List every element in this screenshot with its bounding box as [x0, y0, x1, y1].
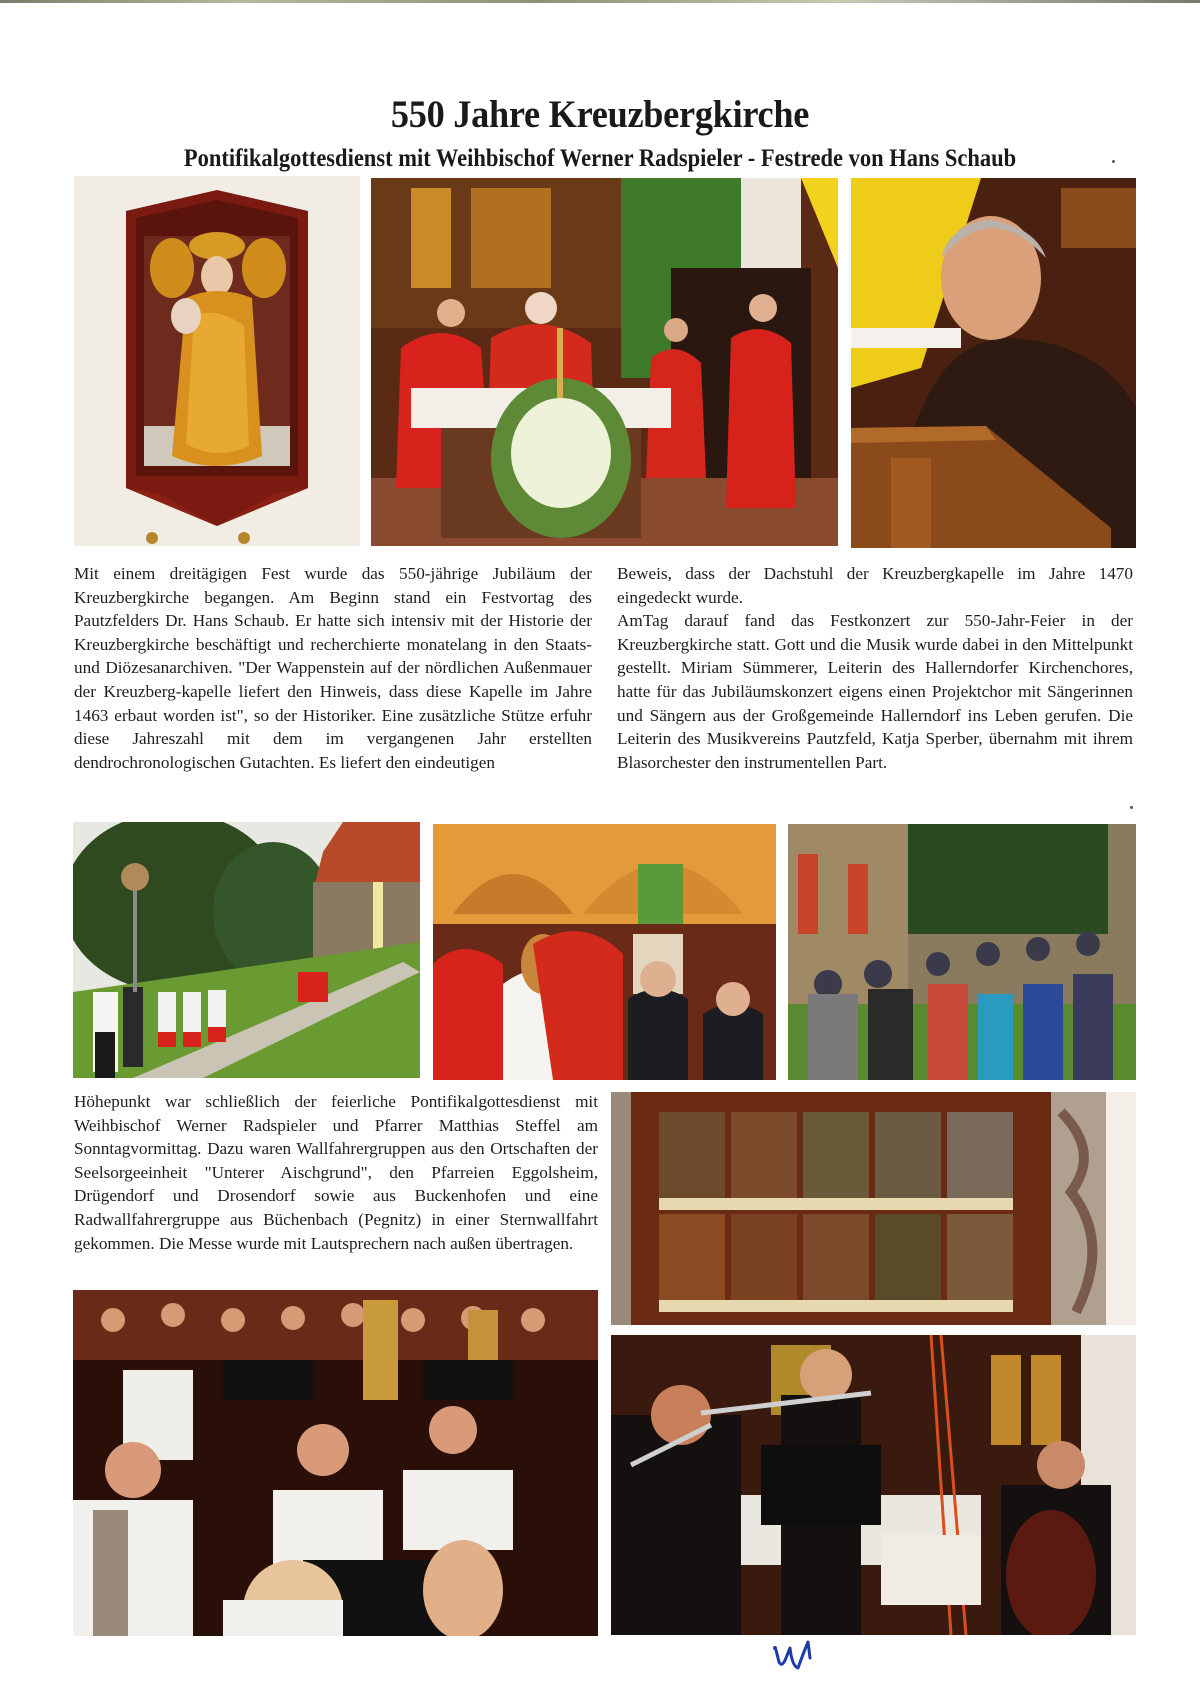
scan-edge: [0, 0, 1200, 3]
church-interior-crowd-photo: [433, 824, 776, 1080]
scan-dot: [1130, 806, 1133, 809]
article-paragraph: Mit einem dreitägigen Fest wurde das 550-jährige Jubiläum der Kreuzbergkirche begangen. Am Beginn stand ein Festvortag des Pautzfelders Dr. Hans Schaub. Er hatte sich intensiv mit der Historie der Kreuzbergkirche beschäftigt und recherchierte monatelang in den Staats- und Diözesanarchiven. "Der Wappenstein auf der nördlichen Außenmauer der Kreuzberg-kapelle liefert den Hinweis, dass diese Kapelle im Jahre 1463 erbaut worden ist", so der Historiker. Eine zusätzliche Stütze erfuhr diese Jahreszahl mit dem im vergangenen Jahr erstellten dendrochronologischen Gutachten. Es liefert den eindeutigen: [74, 564, 592, 772]
article-subtitle: Pontifikalgottesdienst mit Weihbischof Werner Radspieler - Festrede von Hans Schaub: [183, 144, 1017, 172]
article-paragraph: Beweis, dass der Dachstuhl der Kreuzbergkapelle im Jahre 1470 eingedeckt wurde.: [617, 564, 1133, 607]
procession-photo: [73, 822, 420, 1078]
flute-cello-trio-photo: [611, 1335, 1136, 1635]
article-column-2: [617, 562, 1133, 774]
article-title: 550 Jahre Kreuzbergkirche: [390, 93, 810, 137]
article-column-3: [74, 1090, 598, 1255]
altar-mass-photo: [371, 178, 838, 546]
madonna-statue-photo: [74, 176, 360, 546]
article-column-1: [74, 562, 592, 774]
handwritten-page-mark: [770, 1636, 820, 1676]
scan-dot: [1112, 160, 1115, 163]
outdoor-crowd-photo: [788, 824, 1136, 1080]
brass-band-photo: [73, 1290, 598, 1636]
article-paragraph: Höhepunkt war schließlich der feierliche Pontifikalgottesdienst mit Weihbischof Werner Radspieler und Pfarrer Matthias Steffel am Sonntagvormittag. Dazu waren Wallfahrergruppen aus den Ortschaften der Seelsorgeeinheit "Unterer Aischgrund", den Pfarreien Eggolsheim, Drügendorf und Drosendorf sowie aus Buckenhofen und eine Radwallfahrergruppe aus Büchenbach (Pegnitz) in einer Sternwallfahrt gekommen. Die Messe wurde mit Lautsprechern nach außen übertragen.: [74, 1092, 598, 1253]
article-paragraph: AmTag darauf fand das Festkonzert zur 550-Jahr-Feier in der Kreuzbergkirche statt. Gott und die Musik wurde dabei in den Mittelpunkt gestellt. Miriam Sümmerer, Leiterin des Hallerndorfer Kirchenchores, hatte für das Jubiläumskonzert eigens einen Projektchor mit Sängerinnen und Sängern aus der Großgemeinde Hallerndorf ins Leben gerufen. Die Leiterin des Musikvereins Pautzfeld, Katja Sperber, übernahm mit ihrem Blasorchester den instrumentellen Part.: [617, 611, 1133, 772]
speaker-lectern-photo: [851, 178, 1136, 548]
painted-panels-photo: [611, 1092, 1136, 1325]
